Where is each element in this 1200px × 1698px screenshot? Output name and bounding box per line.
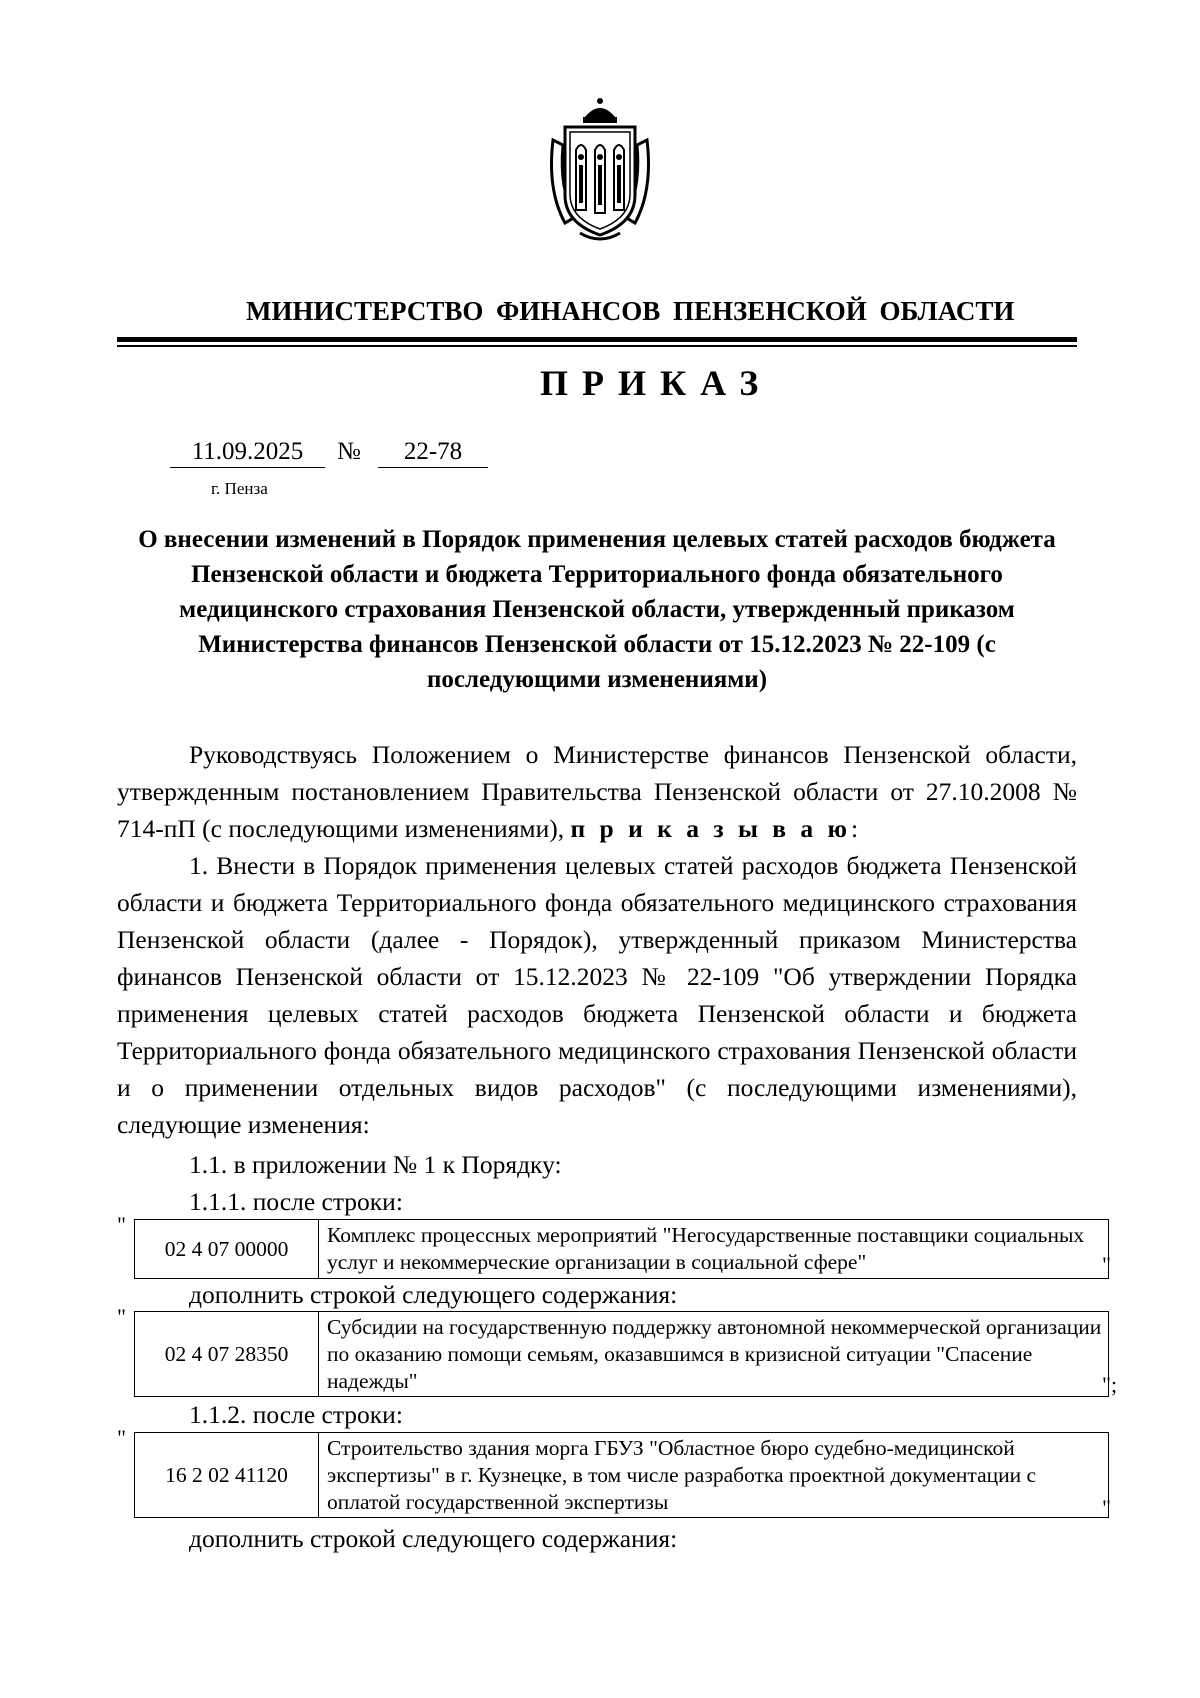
preamble-text: Руководствуясь Положением о Министерстве финансов Пензенской области, утвержденным постановлением Правительства Пензенской области от 27.10.2008 № 714-пП (с последующими изменениями), xyxy=(117,740,1077,843)
order-word: п р и к а з ы в а ю xyxy=(570,814,852,843)
item-1-1: 1.1. в приложении № 1 к Порядку: xyxy=(189,1150,562,1179)
close-quote: " xyxy=(1102,1252,1111,1277)
close-quote: " xyxy=(1102,1495,1111,1520)
row-description: Субсидии на государственную поддержку автономной некоммерческой организации по оказанию помощи семьям, оказавшимся в кризисной ситуации "Спасение надежды" xyxy=(319,1312,1109,1397)
document-type: ПРИКАЗ xyxy=(540,363,773,403)
preamble-paragraph xyxy=(117,736,1077,847)
open-quote: " xyxy=(117,1304,126,1329)
open-quote: " xyxy=(117,1425,126,1450)
row-description: Комплекс процессных мероприятий "Негосударственные поставщики социальных услуг и некоммерческие организации в социальной сфере" xyxy=(319,1220,1109,1279)
row-code: 02 4 07 00000 xyxy=(135,1220,319,1279)
table-new-row-1 xyxy=(134,1311,1109,1397)
document-city: г. Пенза xyxy=(211,479,268,498)
table-row xyxy=(135,1433,1109,1518)
table-row xyxy=(135,1220,1109,1279)
row-code: 02 4 07 28350 xyxy=(135,1312,319,1397)
document-title: О внесении изменений в Порядок применения целевых статей расходов бюджета Пензенской области и бюджета Территориального фонда обязательного медицинского страхования Пензенской области, утвержденный приказом Министерства финансов Пензенской области от 15.12.2023 № 22-109 (с последующими изменениями) xyxy=(138,526,1056,693)
add-row-instruction-2: дополнить строкой следующего содержания: xyxy=(189,1524,678,1553)
document-body xyxy=(117,736,1077,1143)
close-quote-semicolon: "; xyxy=(1102,1372,1118,1397)
item-1-1-2: 1.1.2. после строки: xyxy=(189,1400,403,1429)
header-rule-thin xyxy=(117,345,1077,347)
open-quote: " xyxy=(117,1212,126,1237)
coat-of-arms-icon xyxy=(545,95,655,245)
order-colon: : xyxy=(851,814,859,843)
item-1-paragraph: 1. Внести в Порядок применения целевых статей расходов бюджета Пензенской области и бюджета Территориального фонда обязательного медицинского страхования Пензенской области (далее - Порядок), утвержденный приказом Министерства финансов Пензенской области от 15.12.2023 № 22-109 "Об утверждении Порядка применения целевых статей расходов бюджета Пензенской области и бюджета Территориального фонда обязательного медицинского страхования Пензенской области и о применении отдельных видов расходов" (с последующими изменениями), следующие изменения: xyxy=(117,851,1077,1139)
document-number: 22-78 xyxy=(378,437,488,468)
coat-of-arms-emblem xyxy=(545,95,655,245)
number-sign: № xyxy=(337,438,361,465)
row-code: 16 2 02 41120 xyxy=(135,1433,319,1518)
row-description: Строительство здания морга ГБУЗ "Областное бюро судебно-медицинской экспертизы" в г. Кузнецке, в том числе разработка проектной документации с оплатой государственной экспертизы xyxy=(319,1433,1109,1518)
add-row-instruction-1: дополнить строкой следующего содержания: xyxy=(189,1280,678,1309)
header-rule-thick xyxy=(117,337,1077,342)
table-existing-row-1 xyxy=(134,1219,1109,1279)
document-date: 11.09.2025 xyxy=(170,437,325,468)
item-1-1-1: 1.1.1. после строки: xyxy=(189,1187,403,1216)
table-existing-row-2 xyxy=(134,1432,1109,1518)
ministry-name: МИНИСТЕРСТВО ФИНАНСОВ ПЕНЗЕНСКОЙ ОБЛАСТИ xyxy=(246,296,1015,326)
table-row xyxy=(135,1312,1109,1397)
